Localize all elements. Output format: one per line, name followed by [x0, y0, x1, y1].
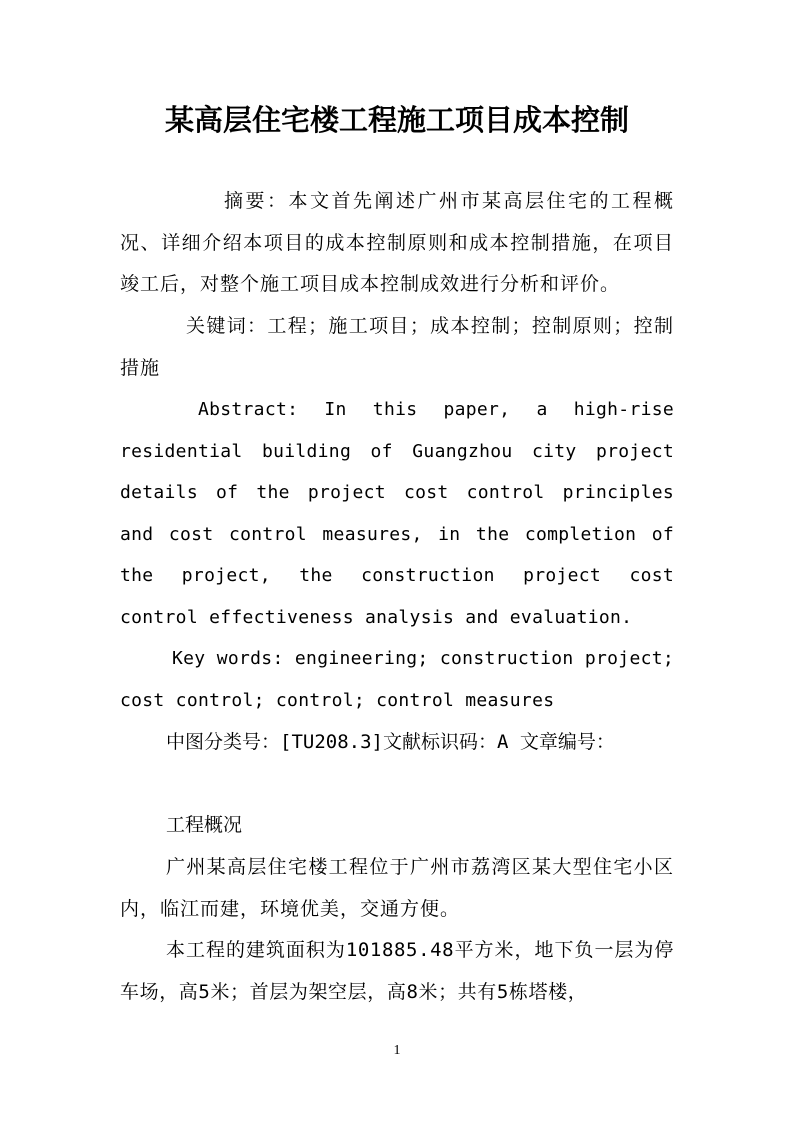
page-number: 1 — [393, 1043, 401, 1058]
section-heading: 工程概况 — [166, 814, 243, 836]
document-title: 某高层住宅楼工程施工项目成本控制 — [164, 103, 629, 137]
english-keywords: Key words: engineering; construction project; cost control; control; control measures — [120, 648, 674, 711]
chinese-keywords: 关键词：工程；施工项目；成本控制；控制原则；控制措施 — [120, 315, 674, 379]
body-paragraph: 广州某高层住宅楼工程位于广州市荔湾区某大型住宅小区内，临江而建，环境优美，交通方便。 — [120, 856, 674, 920]
classification-line: 中图分类号：[TU208.3]文献标识码：A 文章编号： — [166, 731, 615, 753]
chinese-abstract: 摘要：本文首先阐述广州市某高层住宅的工程概况、详细介绍本项目的成本控制原则和成本控制措施，在项目竣工后，对整个施工项目成本控制成效进行分析和评价。 — [120, 190, 674, 296]
body-paragraph: 本工程的建筑面积为101885.48平方米，地下负一层为停车场，高5米；首层为架空层，高8米；共有5栋塔楼， — [120, 939, 674, 1003]
english-abstract: Abstract: In this paper, a high-rise residential building of Guangzhou city project details of the project cost control principles and cost control measures, in the completion of the project, the construction project cost control effectiveness analysis and evaluation. — [120, 399, 674, 628]
